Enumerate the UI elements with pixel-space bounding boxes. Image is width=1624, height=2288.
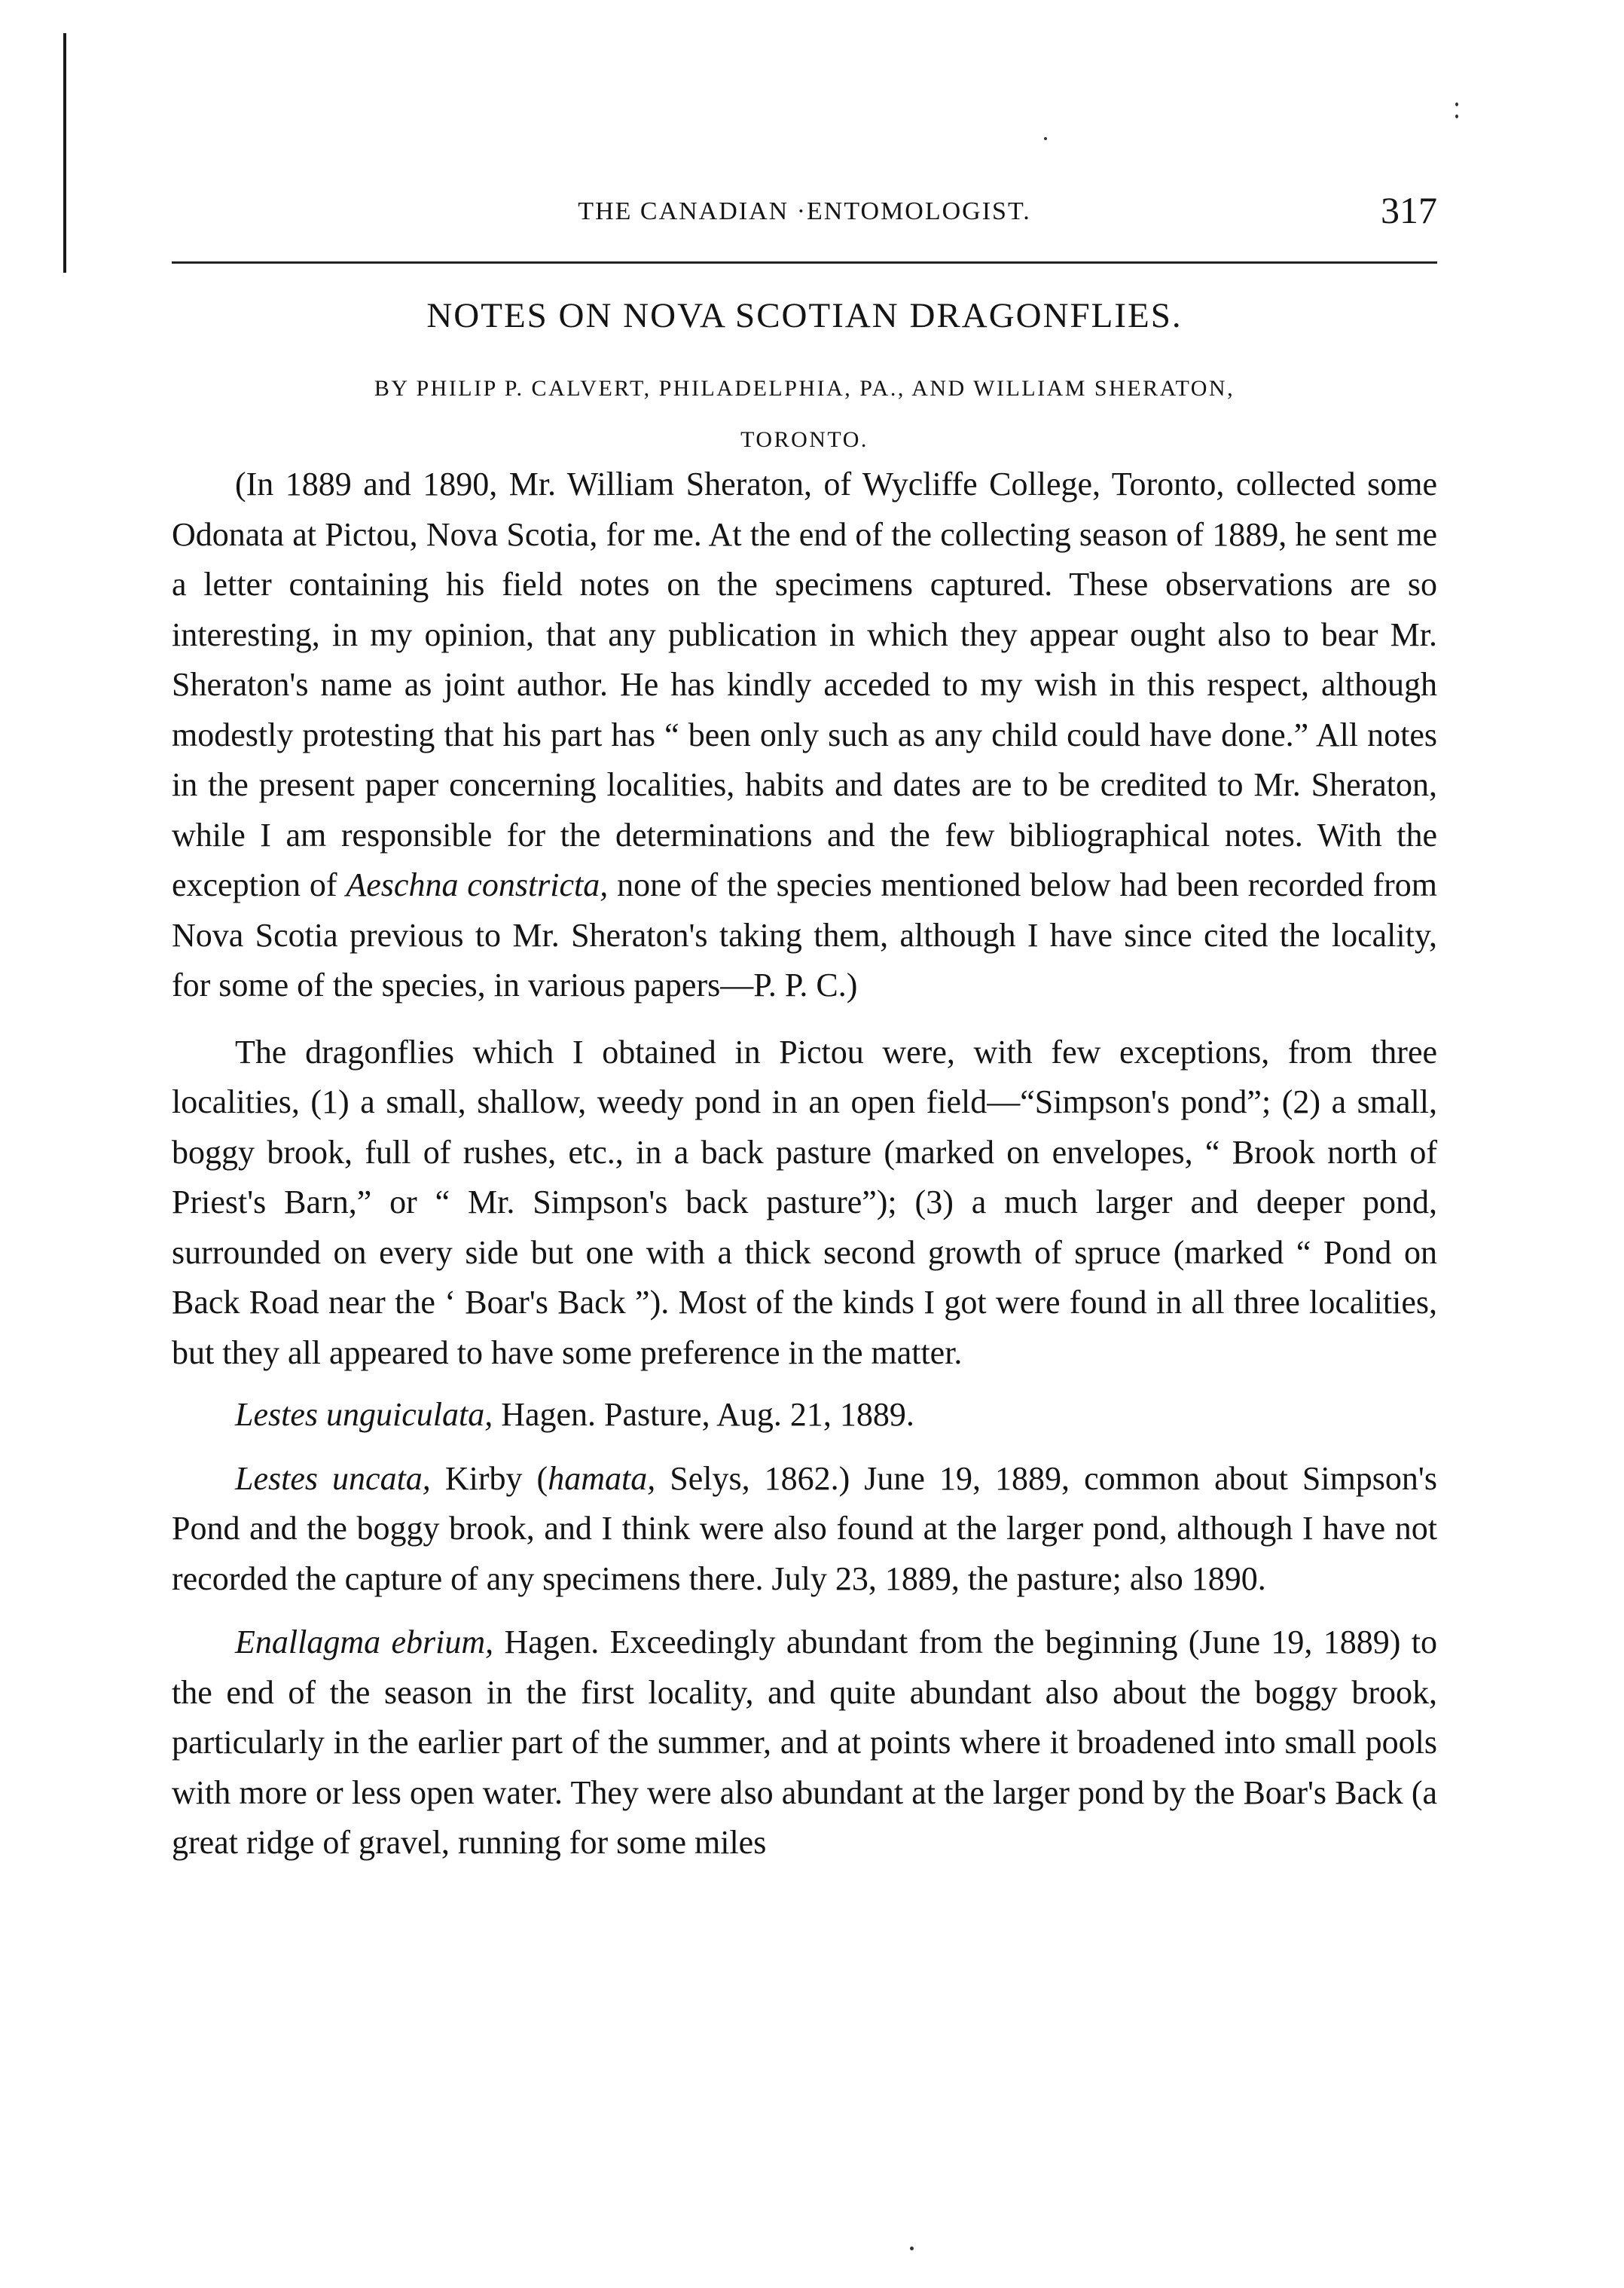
- localities-paragraph: The dragonflies which I obtained in Pictou were, with few exceptions, from three localities, (1) a small, shallow, weedy pond in an open field—“Simpson's pond”; (2) a small, boggy brook, full of rushes, etc., in a back pasture (marked on envelopes, “ Brook north of Priest's Barn,” or “ Mr. Simpson's back pasture”); (3) a much larger and deeper pond, surrounded on every side but one with a thick second growth of spruce (marked “ Pond on Back Road near the ‘ Boar's Back ”). Most of the kinds I got were found in all three localities, but they all appeared to have some preference in the matter.: [172, 1033, 1437, 1371]
- species-name: Aeschna constricta,: [346, 866, 609, 903]
- intro-paragraph: [172, 460, 1437, 1011]
- scan-margin-line: [63, 33, 66, 273]
- species-name: Enallagma ebrium,: [235, 1624, 494, 1660]
- article-body: [172, 460, 1437, 1882]
- species-entry-ebrium: [172, 1617, 1437, 1868]
- byline-location: TORONTO.: [740, 427, 868, 452]
- running-head: [172, 188, 1437, 241]
- species-notes: Hagen. Exceedingly abundant from the beginning (June 19, 1889) to the end of the season in the first locality, and quite abundant also about the boggy brook, particularly in the earlier part of the summer, and at points where it broadened into small pools with more or less open water. They were also abundant at the larger pond by the Boar's Back (a great ridge of gravel, running for some miles: [172, 1624, 1437, 1861]
- scan-speck: [1455, 115, 1458, 118]
- species-name: Lestes uncata,: [235, 1459, 431, 1497]
- species-entry-uncata: [172, 1454, 1437, 1605]
- species-synonym: hamata,: [548, 1459, 656, 1497]
- intro-text-a: (In 1889 and 1890, Mr. William Sheraton, of Wycliffe College, Toronto, collected some Odonata at Pictou, Nova Scotia, for me. At the end of the collecting season of 1889, he sent me a letter containing his field notes on the specimens captured. These observations are so interesting, in my opinion, that any publication in which they appear ought also to bear Mr. Sheraton's name as joint author. He has kindly acceded to my wish in this respect, although modestly protesting that his part has “ been only such as any child could have done.” All notes in the present paper concerning localities, habits and dates are to be credited to Mr. Sheraton, while I am responsible for the determinations and the few bibliographical notes. With the exception of: [172, 466, 1437, 903]
- journal-title: THE CANADIAN ·ENTOMOLOGIST.: [578, 197, 1031, 225]
- scan-speck: [1044, 137, 1047, 140]
- byline-authors: BY PHILIP P. CALVERT, PHILADELPHIA, PA., AND WILLIAM SHERATON,: [374, 376, 1235, 401]
- page-number: 317: [1381, 189, 1437, 231]
- species-notes: Hagen. Pasture, Aug. 21, 1889.: [493, 1396, 914, 1433]
- header-rule: [172, 261, 1437, 264]
- scan-speck: [910, 2247, 914, 2250]
- species-name: Lestes unguiculata,: [235, 1396, 493, 1433]
- intro-text-b: none of the species mentioned below had been recorded from Nova Scotia previous to Mr. Sheraton's taking them, although I have since cited the locality, for some of the species, in various papers—P. P. C.): [172, 866, 1437, 1003]
- byline: [172, 363, 1437, 466]
- species-author: Kirby (: [430, 1459, 548, 1497]
- species-entry-unguiculata: [172, 1390, 1437, 1440]
- article-title: NOTES ON NOVA SCOTIAN DRAGONFLIES.: [426, 296, 1183, 335]
- scan-speck: [1455, 102, 1458, 106]
- species-notes: Selys, 1862.) June 19, 1889, common about Simpson's Pond and the boggy brook, and I think were also found at the larger pond, although I have not recorded the capture of any specimens there. July 23, 1889, the pasture; also 1890.: [172, 1459, 1437, 1597]
